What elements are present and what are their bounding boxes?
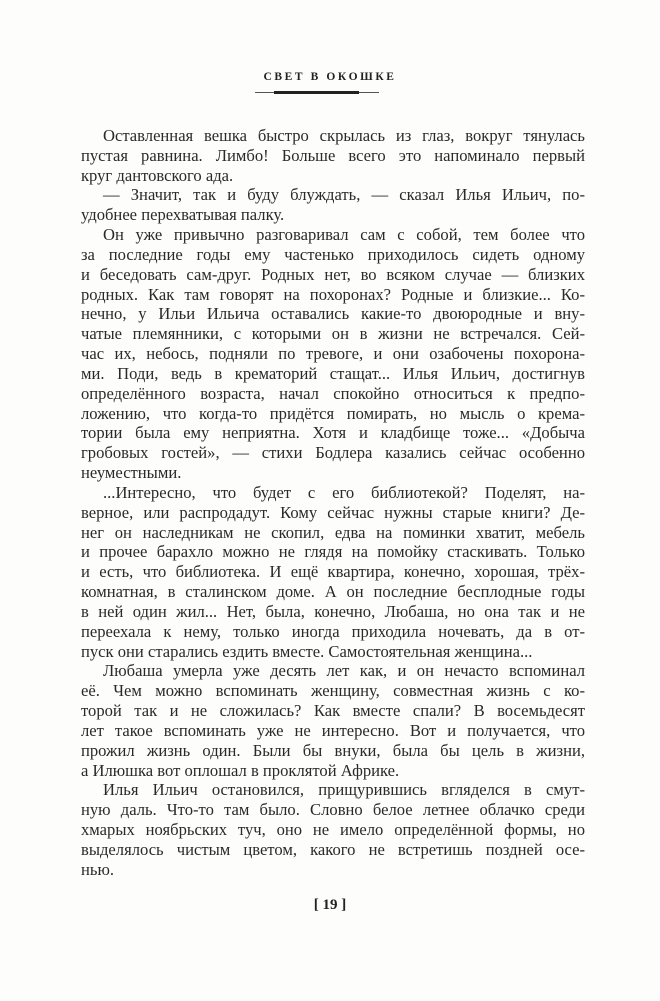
text-line: в ней один жил... Нет, была, конечно, Любаша, но она так и не (81, 601, 585, 621)
text-line: родных. Как там говорят на похоронах? Родные и близкие... Ко- (81, 284, 585, 304)
text-line: и есть, что библиотека. И ещё квартира, конечно, хорошая, трёх- (81, 562, 585, 582)
paragraph (81, 225, 585, 483)
text-line: пустая равнина. Лимбо! Больше всего это напоминало первый (81, 145, 585, 165)
text-line: удобнее перехватывая палку. (81, 205, 285, 225)
text-line: комнатная, в сталинском доме. А он последние бесплодные годы (81, 582, 585, 602)
text-line: торой так и не сложилась? Как вместе спали? В восемьдесят (81, 701, 585, 721)
page-number: [ 19 ] (313, 897, 347, 913)
text-line: нечно, у Ильи Ильича оставались какие-то двоюродные и вну- (81, 304, 585, 324)
text-line: тории была ему неприятна. Хотя и кладбище тоже... «Добыча (81, 423, 585, 443)
text-line: её. Чем можно вспоминать женщину, совместная жизнь с ко- (81, 681, 585, 701)
text-line: а Илюшка вот оплошал в проклятой Африке. (81, 760, 400, 780)
running-head: СВЕТ В ОКОШКЕ (263, 71, 397, 83)
text-line: и прочее барахло можно не глядя на помойку стаскивать. Только (81, 542, 585, 562)
text-line: ми. Поди, ведь в крематорий стащат... Илья Ильич, достигнув (81, 363, 585, 383)
paragraph (81, 661, 585, 780)
text-line: нег он наследникам не скопил, едва на поминки хватит, мебель (81, 522, 585, 542)
text-line: выделялось чистым цветом, какого не встретишь поздней осе- (81, 839, 585, 859)
paragraph (81, 185, 585, 225)
text-line: Илья Ильич остановился, прищурившись вгляделся в смут- (103, 780, 585, 800)
text-line: ...Интересно, что будет с его библиотекой? Поделят, на- (103, 482, 585, 502)
text-line: за последние годы ему частенько приходилось сидеть одному (81, 244, 585, 264)
text-line: пуск они старались ездить вместе. Самостоятельная женщина... (81, 641, 533, 661)
text-line: чатые племянники, с которыми он в жизни не встречался. Сей- (81, 324, 585, 344)
text-line: Оставленная вешка быстро скрылась из глаз, вокруг тянулась (103, 126, 585, 145)
text-line: хмарых ноябрьских туч, оно не имело определённой формы, но (81, 819, 585, 839)
text-line: неуместными. (81, 463, 182, 483)
paragraph (81, 483, 585, 661)
text-line: час их, небось, подняли по тревоге, и они озабочены похорона- (81, 344, 585, 364)
text-line: переехала к нему, только иногда приходила ночевать, да в от- (81, 621, 585, 641)
text-line: верное, или распродадут. Кому сейчас нужны старые книги? Де- (81, 502, 585, 522)
text-line: нью. (81, 859, 114, 879)
text-line: Любаша умерла уже десять лет как, и он нечасто вспоминал (103, 661, 585, 681)
text-line: гробовых гостей», — стихи Бодлера казались сейчас особенно (81, 443, 585, 463)
paragraph (81, 126, 585, 185)
text-line: ную даль. Что-то там было. Словно белое летнее облачко среди (81, 800, 585, 820)
text-line: Он уже привычно разговаривал сам с собой, тем более что (103, 225, 585, 245)
paragraph (81, 780, 585, 879)
text-line: ложению, что когда-то придётся помирать, но мысль о крема- (81, 403, 585, 423)
text-line: и беседовать сам-друг. Родных нет, во всяком случае — близких (81, 264, 585, 284)
text-line: определённого возраста, начал спокойно относиться к предпо- (81, 383, 585, 403)
text-line: прожил жизнь один. Были бы внуки, была бы цель в жизни, (81, 740, 585, 760)
header-rule-accent (274, 91, 359, 94)
text-line: лет такое вспоминать уже не интересно. Вот и получается, что (81, 720, 585, 740)
text-line: — Значит, так и буду блуждать, — сказал Илья Ильич, по- (103, 185, 585, 205)
text-line: круг дантовского ада. (81, 165, 234, 185)
body-text (81, 126, 585, 879)
